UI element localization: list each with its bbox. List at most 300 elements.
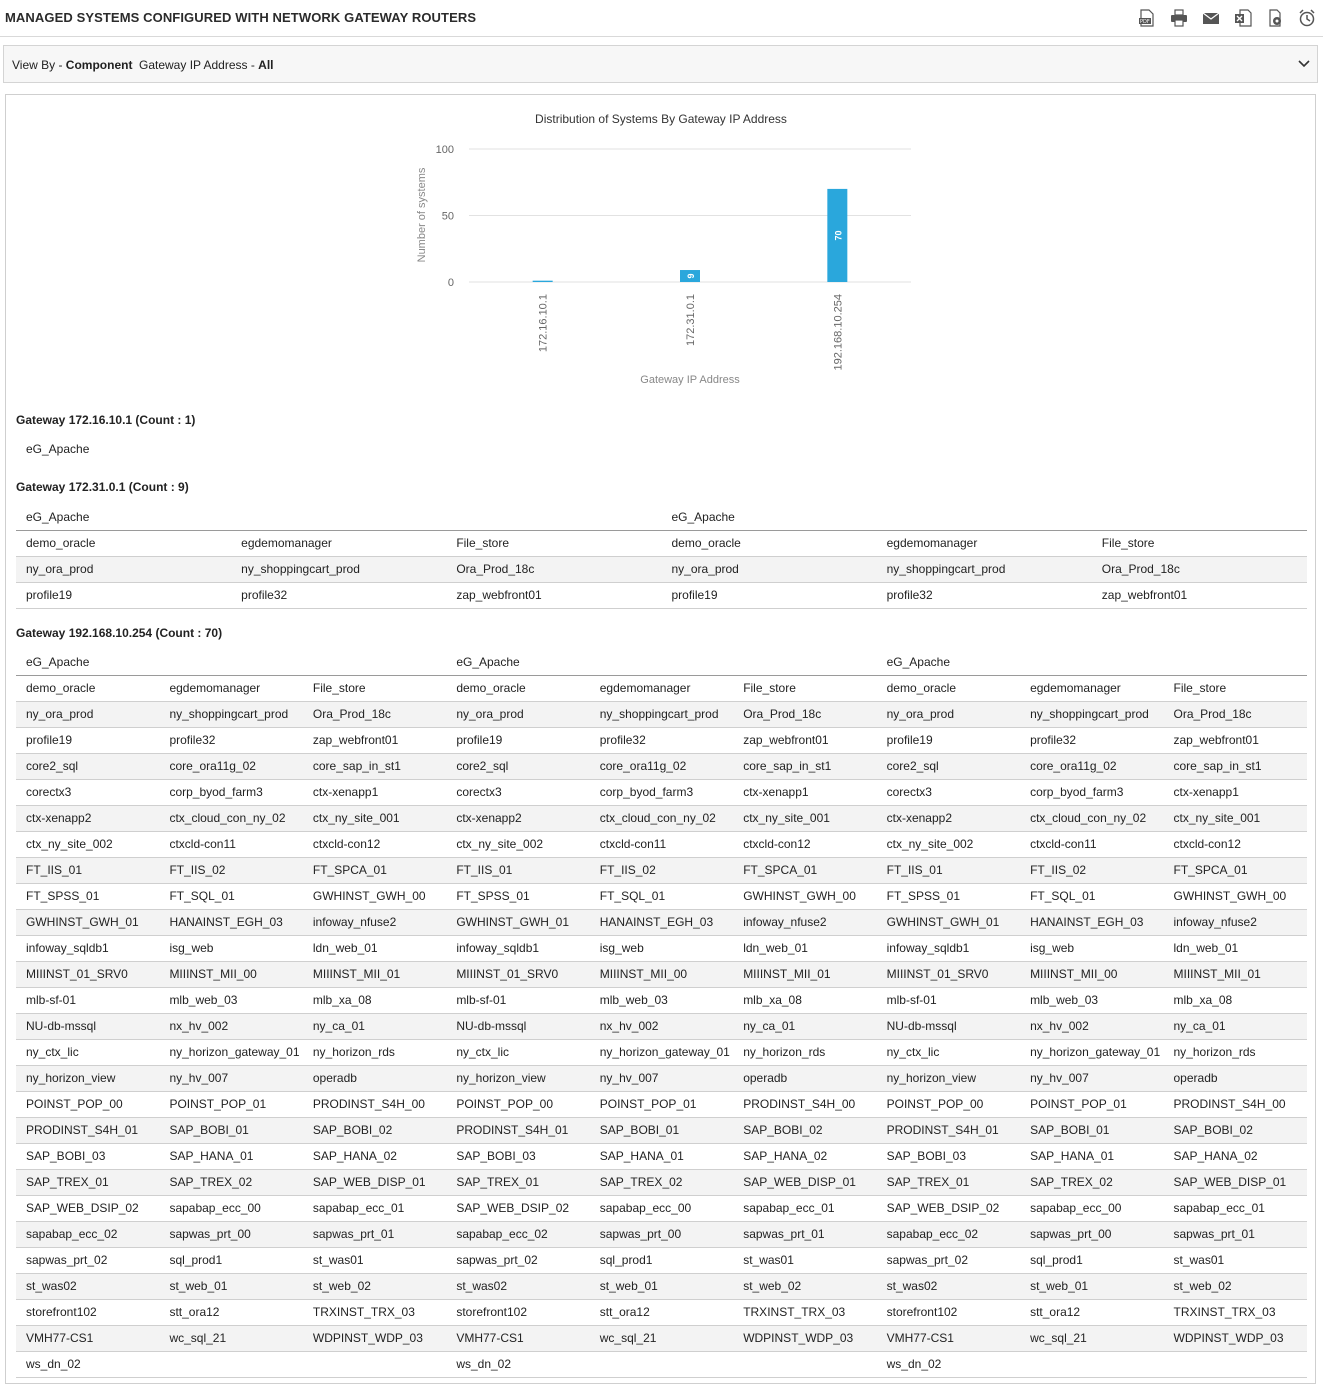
table-header-cell bbox=[1164, 649, 1308, 675]
y-tick-label: 50 bbox=[441, 210, 454, 223]
table-cell: GWHINST_GWH_00 bbox=[303, 883, 446, 909]
table-header-cell: eG_Apache bbox=[16, 649, 159, 675]
table-row bbox=[16, 701, 1307, 727]
table-cell: core_ora11g_02 bbox=[590, 753, 733, 779]
table-cell: ny_ca_01 bbox=[303, 1013, 446, 1039]
table-header-cell: eG_Apache bbox=[16, 504, 231, 530]
table-cell: Ora_Prod_18c bbox=[446, 556, 661, 582]
table-row bbox=[16, 961, 1307, 987]
table-header-cell bbox=[590, 649, 733, 675]
table-cell: FT_SPSS_01 bbox=[446, 883, 589, 909]
table-row bbox=[16, 1143, 1307, 1169]
table-cell: ny_shoppingcart_prod bbox=[1020, 701, 1163, 727]
table-cell: HANAINST_EGH_03 bbox=[1020, 909, 1163, 935]
table-cell: st_was02 bbox=[16, 1273, 159, 1299]
table-cell: FT_SPSS_01 bbox=[877, 883, 1020, 909]
table-cell: ny_hv_007 bbox=[159, 1065, 302, 1091]
email-icon bbox=[1202, 9, 1220, 27]
table-header-cell bbox=[159, 649, 302, 675]
table-cell: demo_oracle bbox=[877, 675, 1020, 701]
table-header-row bbox=[16, 504, 1307, 530]
table-cell: ny_ctx_lic bbox=[446, 1039, 589, 1065]
table-cell: stt_ora12 bbox=[159, 1299, 302, 1325]
table-cell: GWHINST_GWH_01 bbox=[446, 909, 589, 935]
table-cell: ny_shoppingcart_prod bbox=[159, 701, 302, 727]
settings-icon bbox=[1266, 9, 1284, 27]
table-cell: nx_hv_002 bbox=[159, 1013, 302, 1039]
table-cell: core_sap_in_st1 bbox=[303, 753, 446, 779]
table-row bbox=[16, 779, 1307, 805]
table-cell: TRXINST_TRX_03 bbox=[1164, 1299, 1308, 1325]
table-row bbox=[16, 1091, 1307, 1117]
table-cell: egdemomanager bbox=[159, 675, 302, 701]
table-row bbox=[16, 727, 1307, 753]
table-cell: mlb-sf-01 bbox=[446, 987, 589, 1013]
table-cell: SAP_HANA_02 bbox=[733, 1143, 876, 1169]
table-cell: wc_sql_21 bbox=[159, 1325, 302, 1351]
table-cell: ny_ora_prod bbox=[877, 701, 1020, 727]
table-cell: ny_horizon_gateway_01 bbox=[590, 1039, 733, 1065]
table-cell: mlb_web_03 bbox=[159, 987, 302, 1013]
table-cell: ny_ctx_lic bbox=[877, 1039, 1020, 1065]
table-cell: infoway_nfuse2 bbox=[303, 909, 446, 935]
table-cell: ny_horizon_rds bbox=[1164, 1039, 1308, 1065]
y-tick-label: 100 bbox=[435, 144, 454, 156]
table-cell: ctx-xenapp2 bbox=[446, 805, 589, 831]
table-cell: wc_sql_21 bbox=[1020, 1325, 1163, 1351]
table-cell: infoway_nfuse2 bbox=[733, 909, 876, 935]
table-cell: sapabap_ecc_00 bbox=[1020, 1195, 1163, 1221]
table-cell: MIIINST_01_SRV0 bbox=[446, 961, 589, 987]
table-cell: SAP_HANA_02 bbox=[1164, 1143, 1308, 1169]
table-row bbox=[16, 805, 1307, 831]
alarm-clock-icon bbox=[1298, 9, 1316, 27]
x-axis-label: Gateway IP Address bbox=[640, 374, 740, 386]
table-cell: ny_horizon_rds bbox=[733, 1039, 876, 1065]
table-cell: MIIINST_MII_00 bbox=[159, 961, 302, 987]
table-row bbox=[16, 1221, 1307, 1247]
table-row bbox=[16, 1039, 1307, 1065]
table-cell: SAP_WEB_DSIP_02 bbox=[877, 1195, 1020, 1221]
table-cell: mlb_web_03 bbox=[1020, 987, 1163, 1013]
table-cell: operadb bbox=[733, 1065, 876, 1091]
table-cell: st_web_02 bbox=[733, 1273, 876, 1299]
table-cell: MIIINST_MII_01 bbox=[1164, 961, 1308, 987]
table-cell: sapabap_ecc_01 bbox=[1164, 1195, 1308, 1221]
table-cell: egdemomanager bbox=[877, 530, 1092, 556]
table-cell: Ora_Prod_18c bbox=[733, 701, 876, 727]
table-cell: ny_ora_prod bbox=[661, 556, 876, 582]
table-cell: ny_horizon_view bbox=[446, 1065, 589, 1091]
table-cell: ws_dn_02 bbox=[16, 1351, 159, 1377]
table-cell: FT_IIS_02 bbox=[590, 857, 733, 883]
table-cell: SAP_TREX_01 bbox=[877, 1169, 1020, 1195]
table-cell: PRODINST_S4H_01 bbox=[877, 1117, 1020, 1143]
table-row bbox=[16, 1273, 1307, 1299]
table-cell: SAP_WEB_DSIP_02 bbox=[16, 1195, 159, 1221]
table-row bbox=[16, 1299, 1307, 1325]
table-cell: zap_webfront01 bbox=[733, 727, 876, 753]
table-cell bbox=[159, 1351, 302, 1377]
table-cell: storefront102 bbox=[877, 1299, 1020, 1325]
table-cell: core2_sql bbox=[16, 753, 159, 779]
table-row bbox=[16, 753, 1307, 779]
schedule-button[interactable] bbox=[1295, 8, 1319, 28]
table-cell: GWHINST_GWH_01 bbox=[877, 909, 1020, 935]
table-cell: ctxcld-con11 bbox=[590, 831, 733, 857]
table-cell: profile19 bbox=[446, 727, 589, 753]
table-cell: mlb_xa_08 bbox=[1164, 987, 1308, 1013]
table-cell: SAP_TREX_01 bbox=[446, 1169, 589, 1195]
table-cell: ny_horizon_view bbox=[877, 1065, 1020, 1091]
table-cell: FT_IIS_01 bbox=[16, 857, 159, 883]
table-cell: SAP_BOBI_01 bbox=[1020, 1117, 1163, 1143]
table-cell: st_was01 bbox=[303, 1247, 446, 1273]
table-cell: sapabap_ecc_01 bbox=[733, 1195, 876, 1221]
x-tick-label: 172.16.10.1 bbox=[537, 294, 550, 353]
svg-text:PDF: PDF bbox=[1140, 19, 1150, 25]
table-cell bbox=[1164, 1351, 1308, 1377]
table-cell: infoway_nfuse2 bbox=[1164, 909, 1308, 935]
table-cell: sapwas_prt_01 bbox=[1164, 1221, 1308, 1247]
filter-bar[interactable] bbox=[3, 45, 1318, 83]
table-cell: corectx3 bbox=[16, 779, 159, 805]
table-cell: SAP_HANA_01 bbox=[159, 1143, 302, 1169]
table-cell: corp_byod_farm3 bbox=[1020, 779, 1163, 805]
print-icon bbox=[1170, 9, 1188, 27]
gateway-systems-table bbox=[16, 649, 1307, 1378]
table-row bbox=[16, 582, 1307, 608]
table-cell: ws_dn_02 bbox=[446, 1351, 589, 1377]
table-cell: FT_SQL_01 bbox=[590, 883, 733, 909]
bar-data-label: 9 bbox=[686, 273, 696, 279]
table-cell: sapabap_ecc_02 bbox=[877, 1221, 1020, 1247]
table-cell: core_ora11g_02 bbox=[1020, 753, 1163, 779]
table-cell: TRXINST_TRX_03 bbox=[303, 1299, 446, 1325]
table-header-row bbox=[16, 649, 1307, 675]
table-row bbox=[16, 1065, 1307, 1091]
table-cell: ctx_ny_site_002 bbox=[877, 831, 1020, 857]
table-cell: SAP_WEB_DSIP_02 bbox=[446, 1195, 589, 1221]
table-cell: NU-db-mssql bbox=[16, 1013, 159, 1039]
table-cell: FT_SPCA_01 bbox=[733, 857, 876, 883]
report-panel bbox=[5, 94, 1316, 1384]
table-cell: ctx-xenapp2 bbox=[877, 805, 1020, 831]
table-cell: ny_shoppingcart_prod bbox=[231, 556, 446, 582]
table-cell: MIIINST_MII_01 bbox=[303, 961, 446, 987]
table-cell: ny_ca_01 bbox=[733, 1013, 876, 1039]
table-cell: GWHINST_GWH_01 bbox=[16, 909, 159, 935]
toolbar bbox=[1135, 8, 1319, 28]
table-cell: ctx_cloud_con_ny_02 bbox=[590, 805, 733, 831]
table-cell: FT_IIS_02 bbox=[159, 857, 302, 883]
table-cell: core_ora11g_02 bbox=[159, 753, 302, 779]
table-cell: SAP_BOBI_03 bbox=[16, 1143, 159, 1169]
table-cell: ny_hv_007 bbox=[590, 1065, 733, 1091]
table-cell bbox=[733, 1351, 876, 1377]
table-cell: VMH77-CS1 bbox=[877, 1325, 1020, 1351]
table-cell: SAP_HANA_01 bbox=[1020, 1143, 1163, 1169]
table-cell: FT_SPCA_01 bbox=[1164, 857, 1308, 883]
table-cell: FT_SQL_01 bbox=[159, 883, 302, 909]
table-cell: sapwas_prt_01 bbox=[733, 1221, 876, 1247]
table-cell: demo_oracle bbox=[446, 675, 589, 701]
table-cell: sapwas_prt_00 bbox=[590, 1221, 733, 1247]
table-cell: SAP_BOBI_03 bbox=[446, 1143, 589, 1169]
table-header-cell bbox=[446, 504, 661, 530]
table-cell: core_sap_in_st1 bbox=[1164, 753, 1308, 779]
table-cell: GWHINST_GWH_00 bbox=[1164, 883, 1308, 909]
table-cell: SAP_TREX_02 bbox=[1020, 1169, 1163, 1195]
table-cell: st_web_02 bbox=[303, 1273, 446, 1299]
bar bbox=[533, 281, 553, 282]
table-cell: SAP_BOBI_01 bbox=[159, 1117, 302, 1143]
table-cell: stt_ora12 bbox=[590, 1299, 733, 1325]
table-cell: mlb_web_03 bbox=[590, 987, 733, 1013]
table-cell: zap_webfront01 bbox=[303, 727, 446, 753]
table-cell: ctx_cloud_con_ny_02 bbox=[159, 805, 302, 831]
table-cell: mlb-sf-01 bbox=[877, 987, 1020, 1013]
settings-button[interactable] bbox=[1263, 8, 1287, 28]
gateway-systems-table bbox=[16, 504, 1307, 609]
table-cell: ny_hv_007 bbox=[1020, 1065, 1163, 1091]
gateway-filter-label: Gateway IP Address - bbox=[139, 58, 259, 72]
table-cell: POINST_POP_00 bbox=[16, 1091, 159, 1117]
table-row bbox=[16, 987, 1307, 1013]
table-cell: SAP_BOBI_02 bbox=[733, 1117, 876, 1143]
table-cell: zap_webfront01 bbox=[446, 582, 661, 608]
table-cell: profile32 bbox=[159, 727, 302, 753]
table-cell: isg_web bbox=[159, 935, 302, 961]
table-cell: SAP_TREX_02 bbox=[159, 1169, 302, 1195]
table-cell: profile19 bbox=[16, 727, 159, 753]
y-tick-label: 0 bbox=[447, 277, 454, 289]
chevron-down-icon[interactable] bbox=[1297, 57, 1311, 71]
table-header-cell: eG_Apache bbox=[446, 649, 589, 675]
table-cell: infoway_sqldb1 bbox=[446, 935, 589, 961]
table-cell: storefront102 bbox=[446, 1299, 589, 1325]
table-cell: ctx-xenapp1 bbox=[1164, 779, 1308, 805]
table-cell: SAP_HANA_02 bbox=[303, 1143, 446, 1169]
table-cell: ny_horizon_view bbox=[16, 1065, 159, 1091]
table-cell: ctx_cloud_con_ny_02 bbox=[1020, 805, 1163, 831]
table-cell: ctxcld-con11 bbox=[1020, 831, 1163, 857]
table-cell: ctx_ny_site_002 bbox=[446, 831, 589, 857]
gateway-filter[interactable] bbox=[139, 58, 274, 72]
list-item: eG_Apache bbox=[26, 442, 90, 456]
table-cell: wc_sql_21 bbox=[590, 1325, 733, 1351]
table-cell: ny_ora_prod bbox=[446, 701, 589, 727]
view-by-label: View By - bbox=[12, 58, 66, 72]
table-cell: ny_ora_prod bbox=[16, 556, 231, 582]
table-cell: profile32 bbox=[231, 582, 446, 608]
table-row bbox=[16, 1013, 1307, 1039]
table-cell: SAP_TREX_02 bbox=[590, 1169, 733, 1195]
table-header-cell bbox=[231, 504, 446, 530]
table-cell bbox=[1020, 1351, 1163, 1377]
table-cell: sapabap_ecc_02 bbox=[16, 1221, 159, 1247]
view-by-value: Component bbox=[65, 58, 133, 72]
bar-data-label: 70 bbox=[833, 230, 844, 241]
table-cell: SAP_BOBI_03 bbox=[877, 1143, 1020, 1169]
table-cell: ctxcld-con11 bbox=[159, 831, 302, 857]
table-cell: operadb bbox=[303, 1065, 446, 1091]
table-cell: SAP_BOBI_02 bbox=[1164, 1117, 1308, 1143]
table-cell: GWHINST_GWH_00 bbox=[733, 883, 876, 909]
table-row bbox=[16, 1325, 1307, 1351]
table-cell: egdemomanager bbox=[590, 675, 733, 701]
table-cell: File_store bbox=[1164, 675, 1308, 701]
table-cell: ctx_ny_site_001 bbox=[303, 805, 446, 831]
table-cell: ldn_web_01 bbox=[303, 935, 446, 961]
table-cell: ctx-xenapp2 bbox=[16, 805, 159, 831]
table-cell: POINST_POP_01 bbox=[159, 1091, 302, 1117]
chart-title: Distribution of Systems By Gateway IP Address bbox=[535, 112, 787, 126]
table-cell: corp_byod_farm3 bbox=[159, 779, 302, 805]
table-cell: stt_ora12 bbox=[1020, 1299, 1163, 1325]
page-title: MANAGED SYSTEMS CONFIGURED WITH NETWORK GATEWAY ROUTERS bbox=[5, 10, 477, 25]
table-cell: SAP_WEB_DISP_01 bbox=[1164, 1169, 1308, 1195]
table-cell: profile19 bbox=[16, 582, 231, 608]
table-cell: zap_webfront01 bbox=[1092, 582, 1307, 608]
table-cell: corp_byod_farm3 bbox=[590, 779, 733, 805]
table-cell: POINST_POP_00 bbox=[877, 1091, 1020, 1117]
table-cell: MIIINST_01_SRV0 bbox=[16, 961, 159, 987]
table-cell: demo_oracle bbox=[661, 530, 876, 556]
table-cell: egdemomanager bbox=[231, 530, 446, 556]
table-cell: demo_oracle bbox=[16, 530, 231, 556]
table-cell: TRXINST_TRX_03 bbox=[733, 1299, 876, 1325]
table-cell: Ora_Prod_18c bbox=[1092, 556, 1307, 582]
table-cell: File_store bbox=[446, 530, 661, 556]
table-cell: sapwas_prt_02 bbox=[16, 1247, 159, 1273]
view-by-filter[interactable] bbox=[12, 58, 132, 72]
table-cell: st_web_02 bbox=[1164, 1273, 1308, 1299]
table-cell: ldn_web_01 bbox=[733, 935, 876, 961]
table-row bbox=[16, 935, 1307, 961]
table-cell: ny_shoppingcart_prod bbox=[877, 556, 1092, 582]
table-cell: corectx3 bbox=[446, 779, 589, 805]
title-bar bbox=[0, 0, 1323, 37]
table-cell: egdemomanager bbox=[1020, 675, 1163, 701]
table-cell: ldn_web_01 bbox=[1164, 935, 1308, 961]
table-cell: NU-db-mssql bbox=[877, 1013, 1020, 1039]
table-cell: core_sap_in_st1 bbox=[733, 753, 876, 779]
table-cell: HANAINST_EGH_03 bbox=[590, 909, 733, 935]
table-cell: FT_SPCA_01 bbox=[303, 857, 446, 883]
table-cell: profile32 bbox=[590, 727, 733, 753]
table-cell: MIIINST_MII_01 bbox=[733, 961, 876, 987]
table-cell: FT_SQL_01 bbox=[1020, 883, 1163, 909]
table-cell: st_was02 bbox=[877, 1273, 1020, 1299]
table-cell: VMH77-CS1 bbox=[446, 1325, 589, 1351]
email-button[interactable] bbox=[1199, 8, 1223, 28]
table-cell: VMH77-CS1 bbox=[16, 1325, 159, 1351]
table-row bbox=[16, 857, 1307, 883]
table-cell: MIIINST_01_SRV0 bbox=[877, 961, 1020, 987]
table-cell: File_store bbox=[1092, 530, 1307, 556]
table-cell: File_store bbox=[303, 675, 446, 701]
table-cell: profile19 bbox=[661, 582, 876, 608]
pdf-button[interactable] bbox=[1135, 8, 1159, 28]
table-row bbox=[16, 1247, 1307, 1273]
table-cell: SAP_WEB_DISP_01 bbox=[733, 1169, 876, 1195]
gateway-filter-value: All bbox=[258, 58, 274, 72]
table-cell: corectx3 bbox=[877, 779, 1020, 805]
table-cell: sapabap_ecc_02 bbox=[446, 1221, 589, 1247]
table-cell: PRODINST_S4H_01 bbox=[16, 1117, 159, 1143]
table-cell: sapabap_ecc_00 bbox=[590, 1195, 733, 1221]
table-cell: demo_oracle bbox=[16, 675, 159, 701]
table-cell: mlb_xa_08 bbox=[303, 987, 446, 1013]
table-cell bbox=[303, 1351, 446, 1377]
table-cell: PRODINST_S4H_00 bbox=[1164, 1091, 1308, 1117]
table-cell: POINST_POP_00 bbox=[446, 1091, 589, 1117]
table-cell: isg_web bbox=[590, 935, 733, 961]
table-cell: profile32 bbox=[1020, 727, 1163, 753]
table-cell: FT_IIS_02 bbox=[1020, 857, 1163, 883]
table-cell: infoway_sqldb1 bbox=[877, 935, 1020, 961]
table-cell: mlb_xa_08 bbox=[733, 987, 876, 1013]
excel-icon bbox=[1234, 9, 1252, 27]
table-cell: SAP_BOBI_01 bbox=[590, 1117, 733, 1143]
table-header-cell bbox=[1092, 504, 1307, 530]
print-button[interactable] bbox=[1167, 8, 1191, 28]
table-row bbox=[16, 883, 1307, 909]
table-cell: sapwas_prt_00 bbox=[1020, 1221, 1163, 1247]
table-cell: isg_web bbox=[1020, 935, 1163, 961]
table-header-cell bbox=[1020, 649, 1163, 675]
table-cell: sql_prod1 bbox=[590, 1247, 733, 1273]
table-cell: infoway_sqldb1 bbox=[16, 935, 159, 961]
gateway-distribution-chart bbox=[6, 95, 1317, 395]
table-cell: nx_hv_002 bbox=[1020, 1013, 1163, 1039]
table-cell: ny_horizon_gateway_01 bbox=[159, 1039, 302, 1065]
table-cell: profile19 bbox=[877, 727, 1020, 753]
x-tick-label: 172.31.0.1 bbox=[685, 294, 697, 346]
table-cell: sql_prod1 bbox=[1020, 1247, 1163, 1273]
table-cell: sapwas_prt_02 bbox=[446, 1247, 589, 1273]
table-cell: WDPINST_WDP_03 bbox=[1164, 1325, 1308, 1351]
table-header-cell bbox=[877, 504, 1092, 530]
table-cell: core2_sql bbox=[877, 753, 1020, 779]
table-cell: Ora_Prod_18c bbox=[303, 701, 446, 727]
gateway-section-title: Gateway 192.168.10.254 (Count : 70) bbox=[16, 626, 223, 640]
table-row bbox=[16, 556, 1307, 582]
table-row bbox=[16, 1169, 1307, 1195]
table-cell: POINST_POP_01 bbox=[1020, 1091, 1163, 1117]
table-cell: ny_ca_01 bbox=[1164, 1013, 1308, 1039]
table-cell: ny_ctx_lic bbox=[16, 1039, 159, 1065]
table-cell: MIIINST_MII_00 bbox=[1020, 961, 1163, 987]
table-cell: FT_SPSS_01 bbox=[16, 883, 159, 909]
gateway-section-title: Gateway 172.31.0.1 (Count : 9) bbox=[16, 480, 189, 494]
table-cell: SAP_BOBI_02 bbox=[303, 1117, 446, 1143]
table-cell: ny_ora_prod bbox=[16, 701, 159, 727]
table-cell: PRODINST_S4H_01 bbox=[446, 1117, 589, 1143]
excel-button[interactable] bbox=[1231, 8, 1255, 28]
x-tick-label: 192.168.10.254 bbox=[832, 294, 845, 371]
table-cell: st_web_01 bbox=[1020, 1273, 1163, 1299]
table-cell: storefront102 bbox=[16, 1299, 159, 1325]
table-cell: ny_horizon_rds bbox=[303, 1039, 446, 1065]
pdf-icon bbox=[1138, 9, 1156, 27]
table-cell: st_web_01 bbox=[159, 1273, 302, 1299]
table-cell: sapwas_prt_01 bbox=[303, 1221, 446, 1247]
table-cell: zap_webfront01 bbox=[1164, 727, 1308, 753]
table-cell: st_was01 bbox=[1164, 1247, 1308, 1273]
table-cell: File_store bbox=[733, 675, 876, 701]
